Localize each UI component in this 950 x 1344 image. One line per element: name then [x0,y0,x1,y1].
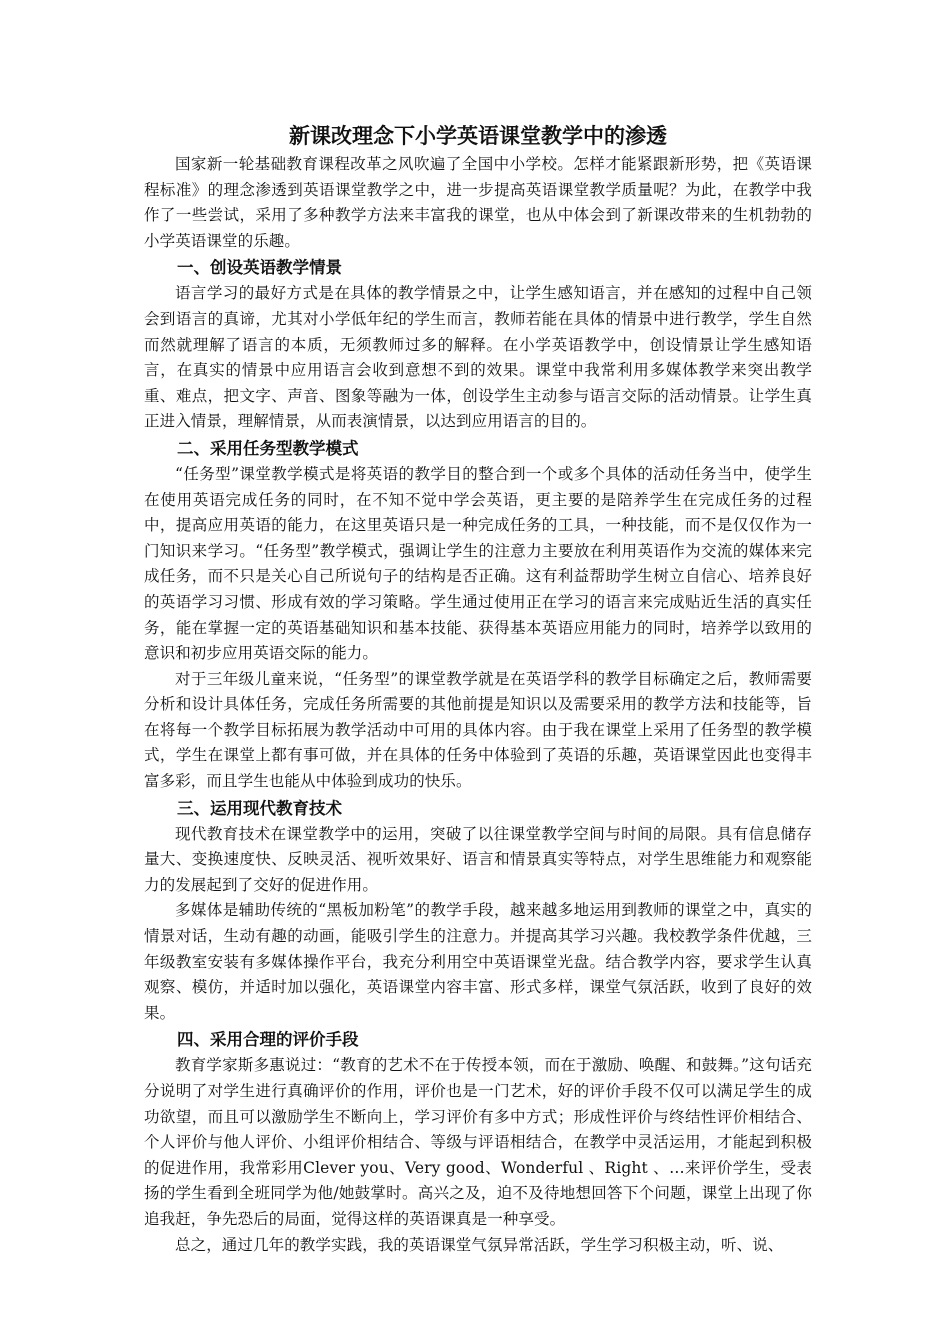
section-heading-4: 四、采用合理的评价手段 [177,1030,359,1050]
section-4-paragraph-2: 总之，通过几年的教学实践，我的英语课堂气氛异常活跃，学生学习积极主动，听、说、 [175,1235,784,1254]
section-heading-1: 一、创设英语教学情景 [177,258,342,278]
section-3-paragraph-2: 多媒体是辅助传统的“黑板加粉笔”的教学手段，越来越多地运用到教师的课堂之中，真实的情景对话，生动有趣的动画，能吸引学生的注意力。并提高其学习兴趣。我校教学条件优越，三年级教室安装有多媒体操作平台，我充分利用空中英语课堂光盘。结合教学内容，要求学生认真观察、模仿，并适时加以强化，英语课堂内容丰富、形式多样，课堂气氛活跃，收到了良好的效果。 [144,901,812,1022]
section-4-paragraph-1: 教育学家斯多惠说过：“教育的艺术不在于传授本领，而在于激励、唤醒、和鼓舞。”这句话充分说明了对学生进行真确评价的作用，评价也是一门艺术，好的评价手段不仅可以满足学生的成功欲望，而且可以激励学生不断向上，学习评价有多中方式；形成性评价与终结性评价相结合、个人评价与他人评价、小组评价相结合、等级与评语相结合，在教学中灵活运用，才能起到积极的促进作用，我常彩用Clever you、Very good、Wonderful 、Right 、…来评价学生，受表扬的学生看到全班同学为他/她鼓掌时。高兴之及，迫不及待地想回答下个问题，课堂上出现了你追我赶，争先恐后的局面，觉得这样的英语课真是一种享受。 [144,1056,812,1228]
section-heading-2: 二、采用任务型教学模式 [177,438,359,458]
section-2-paragraph-1: “任务型”课堂教学模式是将英语的教学目的整合到一个或多个具体的活动任务当中，使学生在使用英语完成任务的同时，在不知不觉中学会英语，更主要的是陪养学生在完成任务的过程中，提高应用英语的能力，在这里英语只是一种完成任务的工具，一种技能，而不是仅仅作为一门知识来学习。“任务型”教学模式，强调让学生的注意力主要放在利用英语作为交流的媒体来完成任务，而不只是关心自己所说句子的结构是否正确。这有利益帮助学生树立自信心、培养良好的英语学习习惯、形成有效的学习策略。学生通过使用正在学习的语言来完成贴近生活的真实任务，能在掌握一定的英语基础知识和基本技能、获得基本英语应用能力的同时，培养学以致用的意识和初步应用英语交际的能力。 [144,464,812,663]
section-2-paragraph-2: 对于三年级儿童来说，“任务型”的课堂教学就是在英语学科的教学目标确定之后，教师需要分析和设计具体任务，完成任务所需要的其他前提是知识以及需要采用的教学方法和技能等，旨在将每一个教学目标拓展为教学活动中可用的具体内容。由于我在课堂上采用了任务型的教学模式，学生在课堂上都有事可做，并在具体的任务中体验到了英语的乐趣，英语课堂因此也变得丰富多彩，而且学生也能从中体验到成功的快乐。 [144,669,812,791]
document-page [144,118,812,1258]
document-title: 新课改理念下小学英语课堂教学中的渗透 [289,124,667,148]
section-3-paragraph-1: 现代教育技术在课堂教学中的运用，突破了以往课堂教学空间与时间的局限。具有信息储存量大、变换速度快、反映灵活、视听效果好、语言和情景真实等特点，对学生思维能力和观察能力的发展起到了交好的促进作用。 [144,824,812,894]
section-heading-3: 三、运用现代教育技术 [177,798,342,818]
section-1-paragraph-1: 语言学习的最好方式是在具体的教学情景之中，让学生感知语言，并在感知的过程中自己领会到语言的真谛，尤其对小学低年纪的学生而言，教师若能在具体的情景中进行教学，学生自然而然就理解了语言的本质，无须教师过多的解释。在小学英语教学中，创设情景让学生感知语言，在真实的情景中应用语言会收到意想不到的效果。课堂中我常利用多媒体教学来突出教学重、难点，把文字、声音、图象等融为一体，创设学生主动参与语言交际的活动情景。让学生真正进入情景，理解情景，从而表演情景，以达到应用语言的目的。 [144,284,812,431]
intro-paragraph: 国家新一轮基础教育课程改革之风吹遍了全国中小学校。怎样才能紧跟新形势，把《英语课程标准》的理念渗透到英语课堂教学之中，进一步提高英语课堂教学质量呢？为此，在教学中我作了一些尝试，采用了多种教学方法来丰富我的课堂，也从中体会到了新课改带来的生机勃勃的小学英语课堂的乐趣。 [144,155,812,250]
